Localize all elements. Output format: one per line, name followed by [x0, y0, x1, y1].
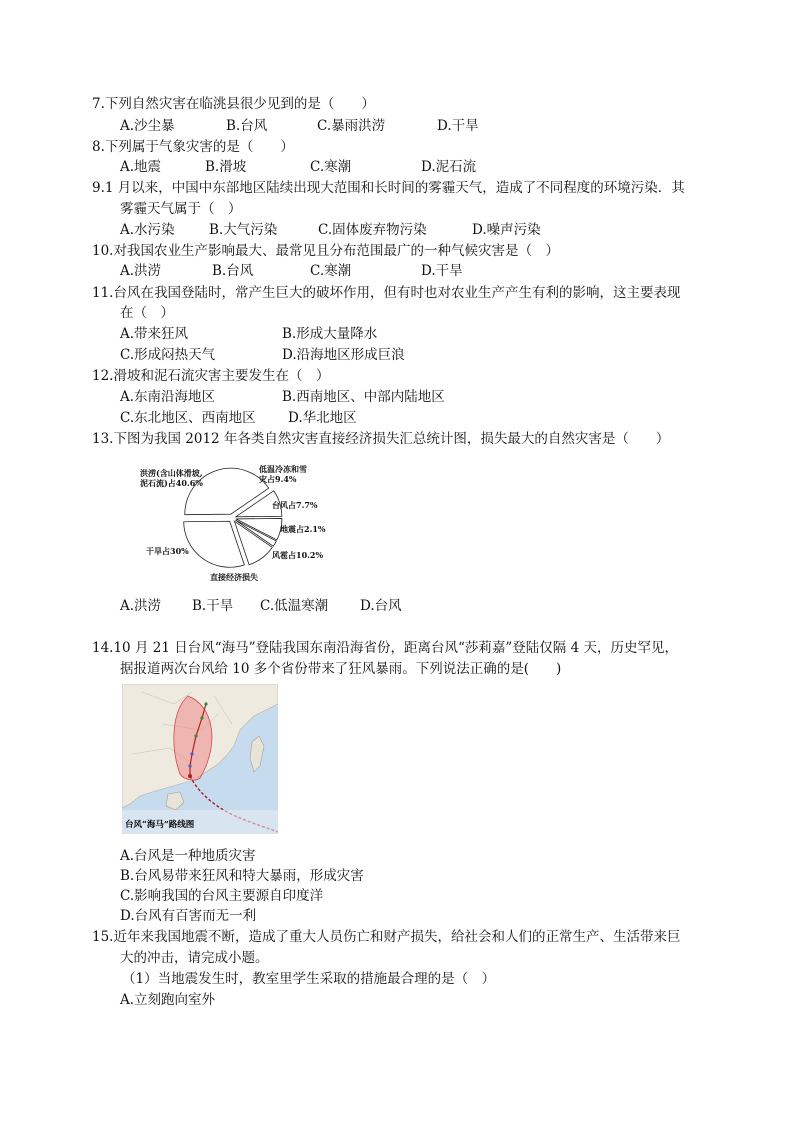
- question-15-stem-line2: 大的冲击，请完成小题。: [120, 950, 269, 966]
- question-12-option-d[interactable]: D.华北地区: [288, 410, 357, 426]
- question-11-option-c[interactable]: C.形成闷热天气: [120, 347, 216, 363]
- question-10-option-c[interactable]: C.寒潮: [310, 263, 352, 279]
- question-13-stem: 13.下图为我国 2012 年各类自然灾害直接经济损失汇总统计图，损失最大的自然灾害是（ ）: [92, 431, 670, 447]
- question-7-option-a[interactable]: A.沙尘暴: [120, 118, 175, 134]
- question-11-stem-line1: 11.台风在我国登陆时，常产生巨大的破坏作用，但有时也对农业生产产生有利的影响，这主要表现: [92, 285, 681, 301]
- question-8-option-c[interactable]: C.寒潮: [310, 159, 352, 175]
- question-9-option-b[interactable]: B.大气污染: [209, 222, 278, 238]
- pie-label-cold: 低温冷冻和雪 灾占9.4%: [259, 464, 307, 484]
- question-15-stem-line1: 15.近年来我国地震不断，造成了重大人员伤亡和财产损失，给社会和人们的正常生产、生活带来巨: [92, 929, 681, 945]
- question-12-option-a[interactable]: A.东南沿海地区: [120, 389, 216, 405]
- typhoon-map-svg: [122, 684, 278, 834]
- question-10-option-a[interactable]: A.洪涝: [120, 263, 162, 279]
- question-12-option-c[interactable]: C.东北地区、西南地区: [120, 410, 256, 426]
- question-9-option-c[interactable]: C.固体废弃物污染: [318, 222, 427, 238]
- question-11-option-a[interactable]: A.带来狂风: [120, 326, 189, 342]
- question-12-stem: 12.滑坡和泥石流灾害主要发生在（ ）: [92, 368, 330, 384]
- question-7-option-c[interactable]: C.暴雨洪涝: [317, 118, 386, 134]
- question-11-stem-line2: 在（ ）: [120, 305, 174, 321]
- typhoon-track-map: [122, 684, 278, 834]
- question-11-option-b[interactable]: B.形成大量降水: [282, 326, 378, 342]
- pie-label-flood: 洪涝(含山体滑坡, 泥石流)占40.6%: [140, 468, 203, 488]
- question-8-option-a[interactable]: A.地震: [120, 159, 162, 175]
- question-9-option-d[interactable]: D.噪声污染: [472, 222, 541, 238]
- question-14-option-a[interactable]: A.台风是一种地质灾害: [120, 848, 256, 864]
- map-caption: 台风“海马”路线图: [125, 820, 195, 830]
- question-7-option-b[interactable]: B.台风: [226, 118, 268, 134]
- question-10-stem: 10.对我国农业生产影响最大、最常见且分布范围最广的一种气候灾害是（ ）: [92, 243, 559, 259]
- question-7-stem: 7.下列自然灾害在临洮县很少见到的是（ ）: [92, 96, 375, 112]
- pie-slice-drought: [184, 521, 245, 567]
- question-10-option-b[interactable]: B.台风: [212, 263, 254, 279]
- pie-caption: 直接经济损失: [210, 572, 258, 582]
- question-9-option-a[interactable]: A.水污染: [120, 222, 175, 238]
- question-9-stem-line2: 雾霾天气属于（ ）: [120, 201, 242, 217]
- question-8-stem: 8.下列属于气象灾害的是（ ）: [92, 139, 294, 155]
- question-8-option-b[interactable]: B.滑坡: [205, 159, 247, 175]
- question-12-option-b[interactable]: B.西南地区、中部内陆地区: [282, 389, 445, 405]
- question-14-option-d[interactable]: D.台风有百害而无一利: [120, 908, 257, 924]
- question-13-option-d[interactable]: D.台风: [360, 598, 402, 614]
- pie-label-drought: 干旱占30%: [146, 546, 189, 556]
- question-7-option-d[interactable]: D.干旱: [437, 118, 479, 134]
- pie-label-hail: 风雹占10.2%: [272, 550, 324, 560]
- question-14-stem-line2: 据报道两次台风给 10 多个省份带来了狂风暴雨。下列说法正确的是( ): [120, 661, 562, 677]
- question-13-option-c[interactable]: C.低温寒潮: [260, 598, 329, 614]
- question-13-option-b[interactable]: B.干旱: [192, 598, 234, 614]
- pie-label-earthquake: 地震占2.1%: [280, 524, 326, 534]
- question-10-option-d[interactable]: D.干旱: [421, 263, 463, 279]
- question-11-option-d[interactable]: D.沿海地区形成巨浪: [282, 347, 405, 363]
- question-8-option-d[interactable]: D.泥石流: [421, 159, 477, 175]
- pie-label-typhoon: 台风占7.7%: [272, 500, 318, 510]
- question-9-stem-line1: 9.1 月以来，中国中东部地区陆续出现大范围和长时间的雾霾天气，造成了不同程度的环境污染．其: [92, 180, 685, 196]
- question-14-option-c[interactable]: C.影响我国的台风主要源自印度洋: [120, 888, 324, 904]
- question-15-sub1-option-a[interactable]: A.立刻跑向室外: [120, 992, 216, 1008]
- question-14-stem-line1: 14.10 月 21 日台风“海马”登陆我国东南沿海省份，距离台风“莎莉嘉”登陆仅隔 4 天，历史罕见，: [92, 640, 678, 656]
- pie-chart: [140, 458, 370, 586]
- question-15-sub1-stem: （1）当地震发生时，教室里学生采取的措施最合理的是（ ）: [122, 971, 496, 987]
- question-13-option-a[interactable]: A.洪涝: [120, 598, 162, 614]
- question-14-option-b[interactable]: B.台风易带来狂风和特大暴雨，形成灾害: [120, 868, 364, 884]
